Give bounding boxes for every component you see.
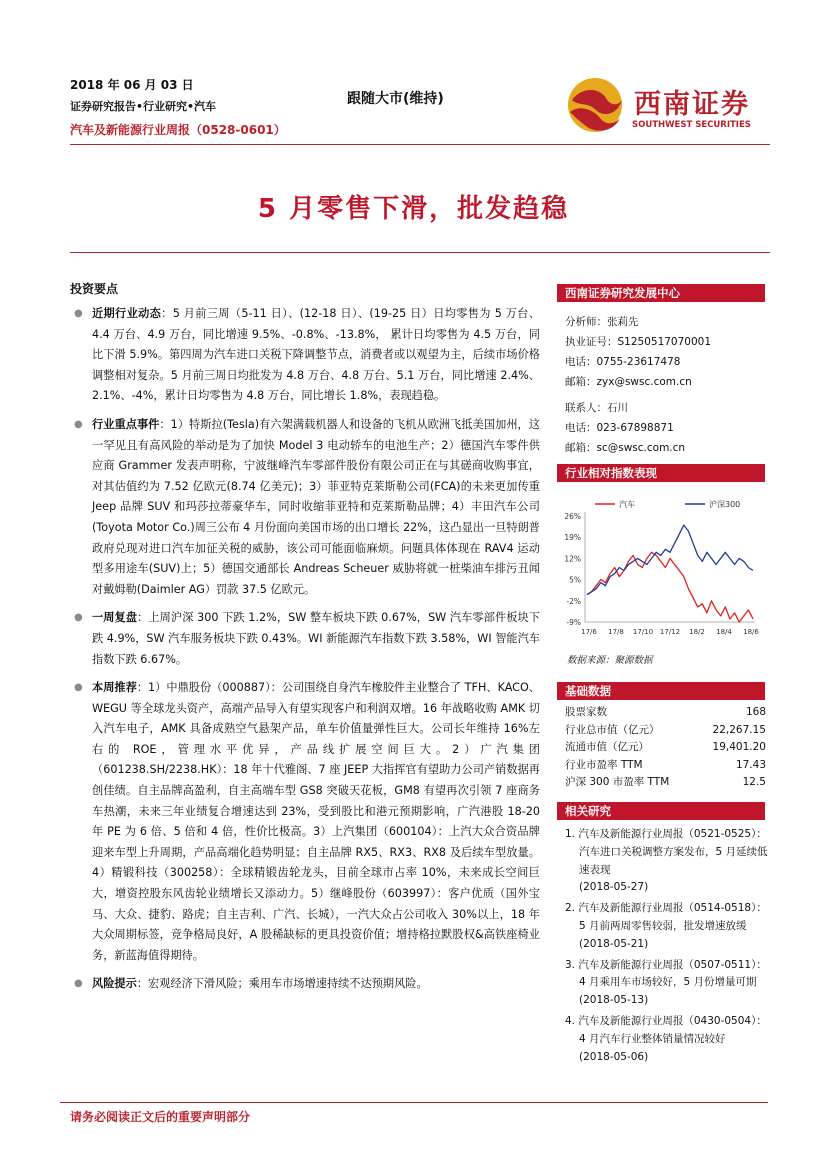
bullet-icon: ● <box>74 418 83 430</box>
related-report[interactable] <box>557 957 770 1010</box>
paragraph-label: 近期行业动态 <box>92 307 162 320</box>
related-research-box <box>557 802 770 1069</box>
paragraph-label: 本周推荐 <box>92 681 137 695</box>
report-date: 2018 年 06 月 03 日 <box>70 78 194 92</box>
bullet-icon: ● <box>74 612 83 624</box>
basic-data-heading: 基础数据 <box>557 682 765 700</box>
stat-row <box>557 757 770 775</box>
x-tick-label: 18/6 <box>743 628 759 636</box>
rating: 跟随大市(维持) <box>347 91 444 107</box>
investment-highlights-heading: 投资要点 <box>70 282 119 296</box>
analyst-name: 分析师：张莉先 <box>565 316 639 328</box>
bullet-icon: ● <box>74 682 83 694</box>
y-axis <box>564 512 585 627</box>
logo-text-cn: 西南证券 <box>634 89 750 120</box>
related-report-date: (2018-05-21) <box>579 937 649 950</box>
footer-disclaimer[interactable]: 请务必阅读正文后的重要声明部分 <box>70 1110 251 1124</box>
paragraph-recommendations <box>70 678 540 966</box>
related-report[interactable] <box>557 826 770 897</box>
paragraph-risk <box>70 974 540 995</box>
stat-value: 22,267.15 <box>712 723 766 736</box>
series-line-hs300 <box>587 525 753 595</box>
contact-phone: 电话：023-67898871 <box>565 422 674 434</box>
x-tick-label: 17/6 <box>581 628 597 636</box>
stat-row <box>557 704 770 722</box>
paragraph-text: ：上周沪深 300 下跌 1.2%，SW 整车板块下跌 0.67%，SW 汽车零部件板块下跌 4.9%，SW 汽车服务板块下跌 0.43%。WI 新能源汽车指数下跌 3.58%，WI 智能汽车指数下跌 6.67%。 <box>92 611 540 666</box>
stat-row <box>557 739 770 757</box>
paragraph-text: ：1）中鼎股份（000887）：公司围绕自身汽车橡胶件主业整合了 TFH、KACO、WEGU 等全球龙头资产，高端产品导入有望实现客户和利润双增。16 年战略收购 AMK 切入汽车电子，AMK 具备成熟空气悬架产品，单车价值量弹性巨大。公司长年维持 16%左右的 ROE，管理水平优异，产品线扩展空间巨大。2）广汽集团（601238.SH/2238.HK）：18 年十代雅阁、7 座 JEEP 大指挥官有望助力公司产销数据再创佳绩。自主品牌高盈利，自主高端车型 GS8 突破天花板，GM8 有望再次引领 7 座商务车热潮，未来三年业绩复合增速达到 23%，受到股比和港元预期影响，广汽港股 18-20 年 PE 为 6 倍、5 倍和 4 倍，性价比极高。3）上汽集团（600104）：上汽大众合资品牌迎来车型上升周期，产品高端化趋势明显；自主品牌 RX5、RX3、RX8 及后续车型放量。4）精锻科技（300258）：全球精锻齿轮龙头，目前全球市占率 10%，未来成长空间巨大，增资控股东风齿轮业绩增长又添动力。5）继峰股份（603997）：客户优质（国外宝马、大众、捷豹、路虎；自主吉利、广汽、长城），一汽大众占公司收入 30%以上，18 年大众周期标签，竞争格局良好，A 股稀缺标的更具投资价值；增持格拉默股权&高铁座椅业务，新蓝海值得期待。 <box>92 681 540 962</box>
related-report-date: (2018-05-27) <box>579 881 649 894</box>
x-axis <box>581 622 759 636</box>
x-tick-label: 17/8 <box>608 628 624 636</box>
index-performance-heading: 行业相对指数表现 <box>557 464 765 482</box>
logo-emblem-icon <box>566 76 624 134</box>
y-tick-label: 26% <box>564 512 581 521</box>
contact-email[interactable]: 邮箱：sc@swsc.com.cn <box>565 442 686 454</box>
analyst-cert: 执业证号：S1250517070001 <box>565 336 712 348</box>
weekly-title: 汽车及新能源行业周报（0528-0601） <box>70 123 286 137</box>
related-report[interactable] <box>557 900 770 953</box>
paragraph-text: ：宏观经济下滑风险；乘用车市场增速持续不达预期风险。 <box>136 977 428 991</box>
related-report-title[interactable]: 2. 汽车及新能源行业周报（0514-0518）： <box>565 902 767 915</box>
paragraph-key-events <box>70 415 540 600</box>
stat-label: 流通市值（亿元） <box>565 741 649 753</box>
header-rule <box>70 144 770 145</box>
y-tick-label: -9% <box>566 618 581 627</box>
related-report[interactable] <box>557 1013 770 1066</box>
chart-legend <box>595 499 740 509</box>
related-report-title[interactable]: 3. 汽车及新能源行业周报（0507-0511）： <box>565 958 767 971</box>
related-report-title[interactable]: 1. 汽车及新能源行业周报（0521-0525）： <box>565 828 767 840</box>
related-report-subtitle: 5 月前两周零售较弱，批发增速放缓 <box>579 919 747 932</box>
bullet-icon: ● <box>74 978 83 990</box>
related-report-date: (2018-05-06) <box>579 1050 649 1063</box>
analyst-email[interactable]: 邮箱：zyx@swsc.com.cn <box>565 376 692 388</box>
x-tick-label: 17/10 <box>632 628 654 636</box>
investment-highlights <box>70 304 540 1003</box>
company-logo <box>566 72 766 136</box>
paragraph-text: ：1）特斯拉(Tesla)有六架满载机器人和设备的飞机从欧洲飞抵美国加州，这一罕见且有高风险的举动是为了加快 Model 3 电动轿车的电池生产；2）德国汽车零件供应商 Grammer 发表声明称，宁波继峰汽车零部件股份有限公司正在与其磋商收购事宜，对其估值约为 7.52 亿欧元(8.74 亿美元)；3）菲亚特克莱斯勒公司(FCA)的未来更加传重 Jeep 品牌 SUV 和玛莎拉蒂豪华车，同时收缩菲亚特和克莱斯勒品牌；4）丰田汽车公司(Toyota Motor Co.)周三公布 4 月份面向美国市场的出口增长 22%，这凸显出一旦特朗普政府兑现对进口汽车加征关税的威胁，该公司可能面临麻烦。问题具体体现在 RAV4 运动型多用途车(SUV)上；5）德国交通部长 Andreas Scheuer 威胁将就一桩柴油车排污丑闻对戴姆勒(Daimler AG）罚款 37.5 亿欧元。 <box>92 417 540 596</box>
x-tick-label: 17/12 <box>659 628 681 636</box>
analyst-phone: 电话：0755-23617478 <box>565 356 681 368</box>
paragraph-text: ：5 月前三周（5-11 日）、(12-18 日）、(19-25 日）日均零售为 5 万台、4.4 万台、4.9 万台，同比增速 9.5%、-0.8%、-13.8%， 累计日均零售为 4.5 万台，同比下滑 5.9%。第四周为汽车进口关税下降调整节点，消费者或以观望为主，后续市场价格调整相对复杂。5 月前三周日均批发为 4.8 万台、4.8 万台、5.1 万台，同比增速 2.4%、2.1%、-4%，累计日均零售为 4.8 万台，同比增长 1.8%，表现趋稳。 <box>92 307 540 403</box>
stat-value: 19,401.20 <box>712 741 766 753</box>
plot-area <box>587 525 753 622</box>
y-tick-label: 12% <box>564 554 581 564</box>
paragraph-weekly-review <box>70 608 540 670</box>
related-report-title[interactable]: 4. 汽车及新能源行业周报（0430-0504）： <box>565 1014 767 1027</box>
related-report-subtitle: 4 月乘用车市场较好，5 月份增量可期 <box>579 976 757 989</box>
related-research-heading: 相关研究 <box>557 802 765 820</box>
report-type: 证券研究报告•行业研究•汽车 <box>70 100 217 113</box>
related-report-subtitle: 汽车进口关税调整方案发布，5 月延续低速表现 <box>579 845 768 876</box>
paragraph-industry-trends <box>70 304 540 407</box>
stat-label: 行业总市值（亿元） <box>565 723 660 736</box>
legend-label-hs300: 沪深300 <box>709 500 741 509</box>
paragraph-label: 行业重点事件 <box>92 417 160 431</box>
footer-rule <box>60 1102 768 1103</box>
data-source <box>557 652 653 666</box>
related-report-subtitle: 4 月汽车行业整体销量情况较好 <box>579 1032 726 1045</box>
index-chart <box>557 490 770 650</box>
stat-label: 沪深 300 市盈率 TTM <box>565 776 670 788</box>
related-report-date: (2018-05-13) <box>579 994 649 1007</box>
research-center-box <box>557 284 770 458</box>
y-tick-label: 19% <box>564 533 581 543</box>
basic-data-box <box>557 682 770 792</box>
contact-name: 联系人：石川 <box>565 402 628 414</box>
stat-label: 股票家数 <box>565 706 607 718</box>
stat-value: 168 <box>745 706 766 718</box>
y-tick-label: 5% <box>569 575 581 585</box>
stat-row <box>557 722 770 740</box>
paragraph-label: 一周复盘 <box>92 611 138 625</box>
stat-row <box>557 774 770 792</box>
stat-value: 12.5 <box>742 776 766 788</box>
research-center-heading: 西南证券研究发展中心 <box>557 284 765 302</box>
stat-label: 行业市盈率 TTM <box>565 758 643 771</box>
index-performance-box <box>557 464 770 482</box>
title-rule <box>70 252 770 253</box>
stat-value: 17.43 <box>735 758 766 771</box>
legend-label-auto: 汽车 <box>619 500 635 509</box>
bullet-icon: ● <box>74 308 83 319</box>
paragraph-label: 风险提示 <box>92 977 137 991</box>
y-tick-label: -2% <box>566 596 581 606</box>
logo-text-en: SOUTHWEST SECURITIES <box>632 120 751 130</box>
series-line-auto <box>587 552 753 622</box>
x-tick-label: 18/2 <box>689 628 705 636</box>
page-title: 5 月零售下滑，批发趋稳 <box>257 194 570 224</box>
x-tick-label: 18/4 <box>716 628 732 636</box>
data-source-text: 数据来源：聚源数据 <box>567 655 653 666</box>
